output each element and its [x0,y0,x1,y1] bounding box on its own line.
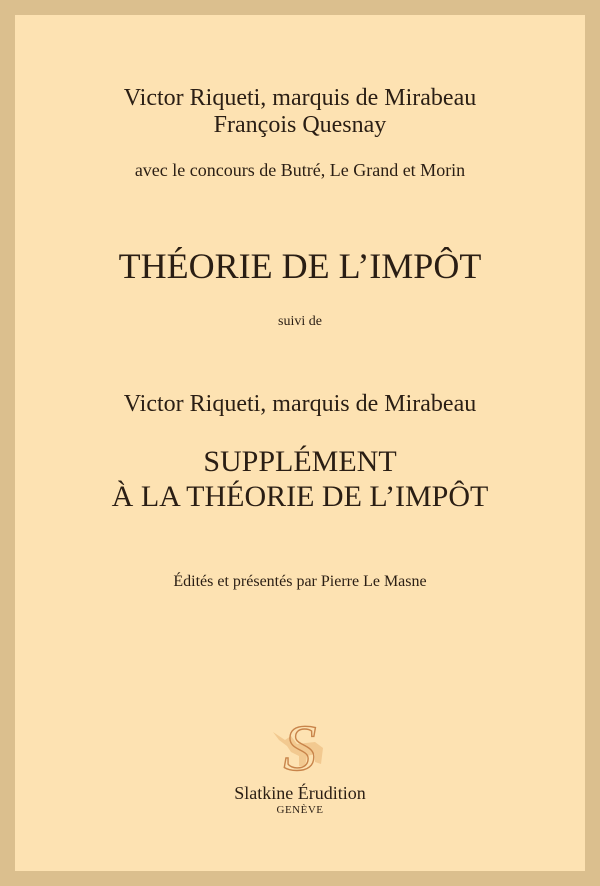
author-2: François Quesnay [213,112,387,138]
editor-credit: Édités et présentés par Pierre Le Masne [173,573,427,590]
second-author: Victor Riqueti, marquis de Mirabeau [123,391,477,417]
author-1: Victor Riqueti, marquis de Mirabeau [123,85,477,111]
second-title-line-2: À LA THÉORIE DE L’IMPÔT [111,480,489,513]
followed-by: suivi de [278,314,322,329]
publisher-city: GENÈVE [276,804,324,816]
second-title-line-1: SUPPLÉMENT [203,445,397,478]
publisher-name: Slatkine Érudition [234,783,366,803]
publisher-logo-unicorn-icon [265,710,335,780]
contributors: avec le concours de Butré, Le Grand et Morin [134,160,466,180]
logo-letter: S [283,712,317,780]
book-title: THÉORIE DE L’IMPÔT [118,246,482,286]
